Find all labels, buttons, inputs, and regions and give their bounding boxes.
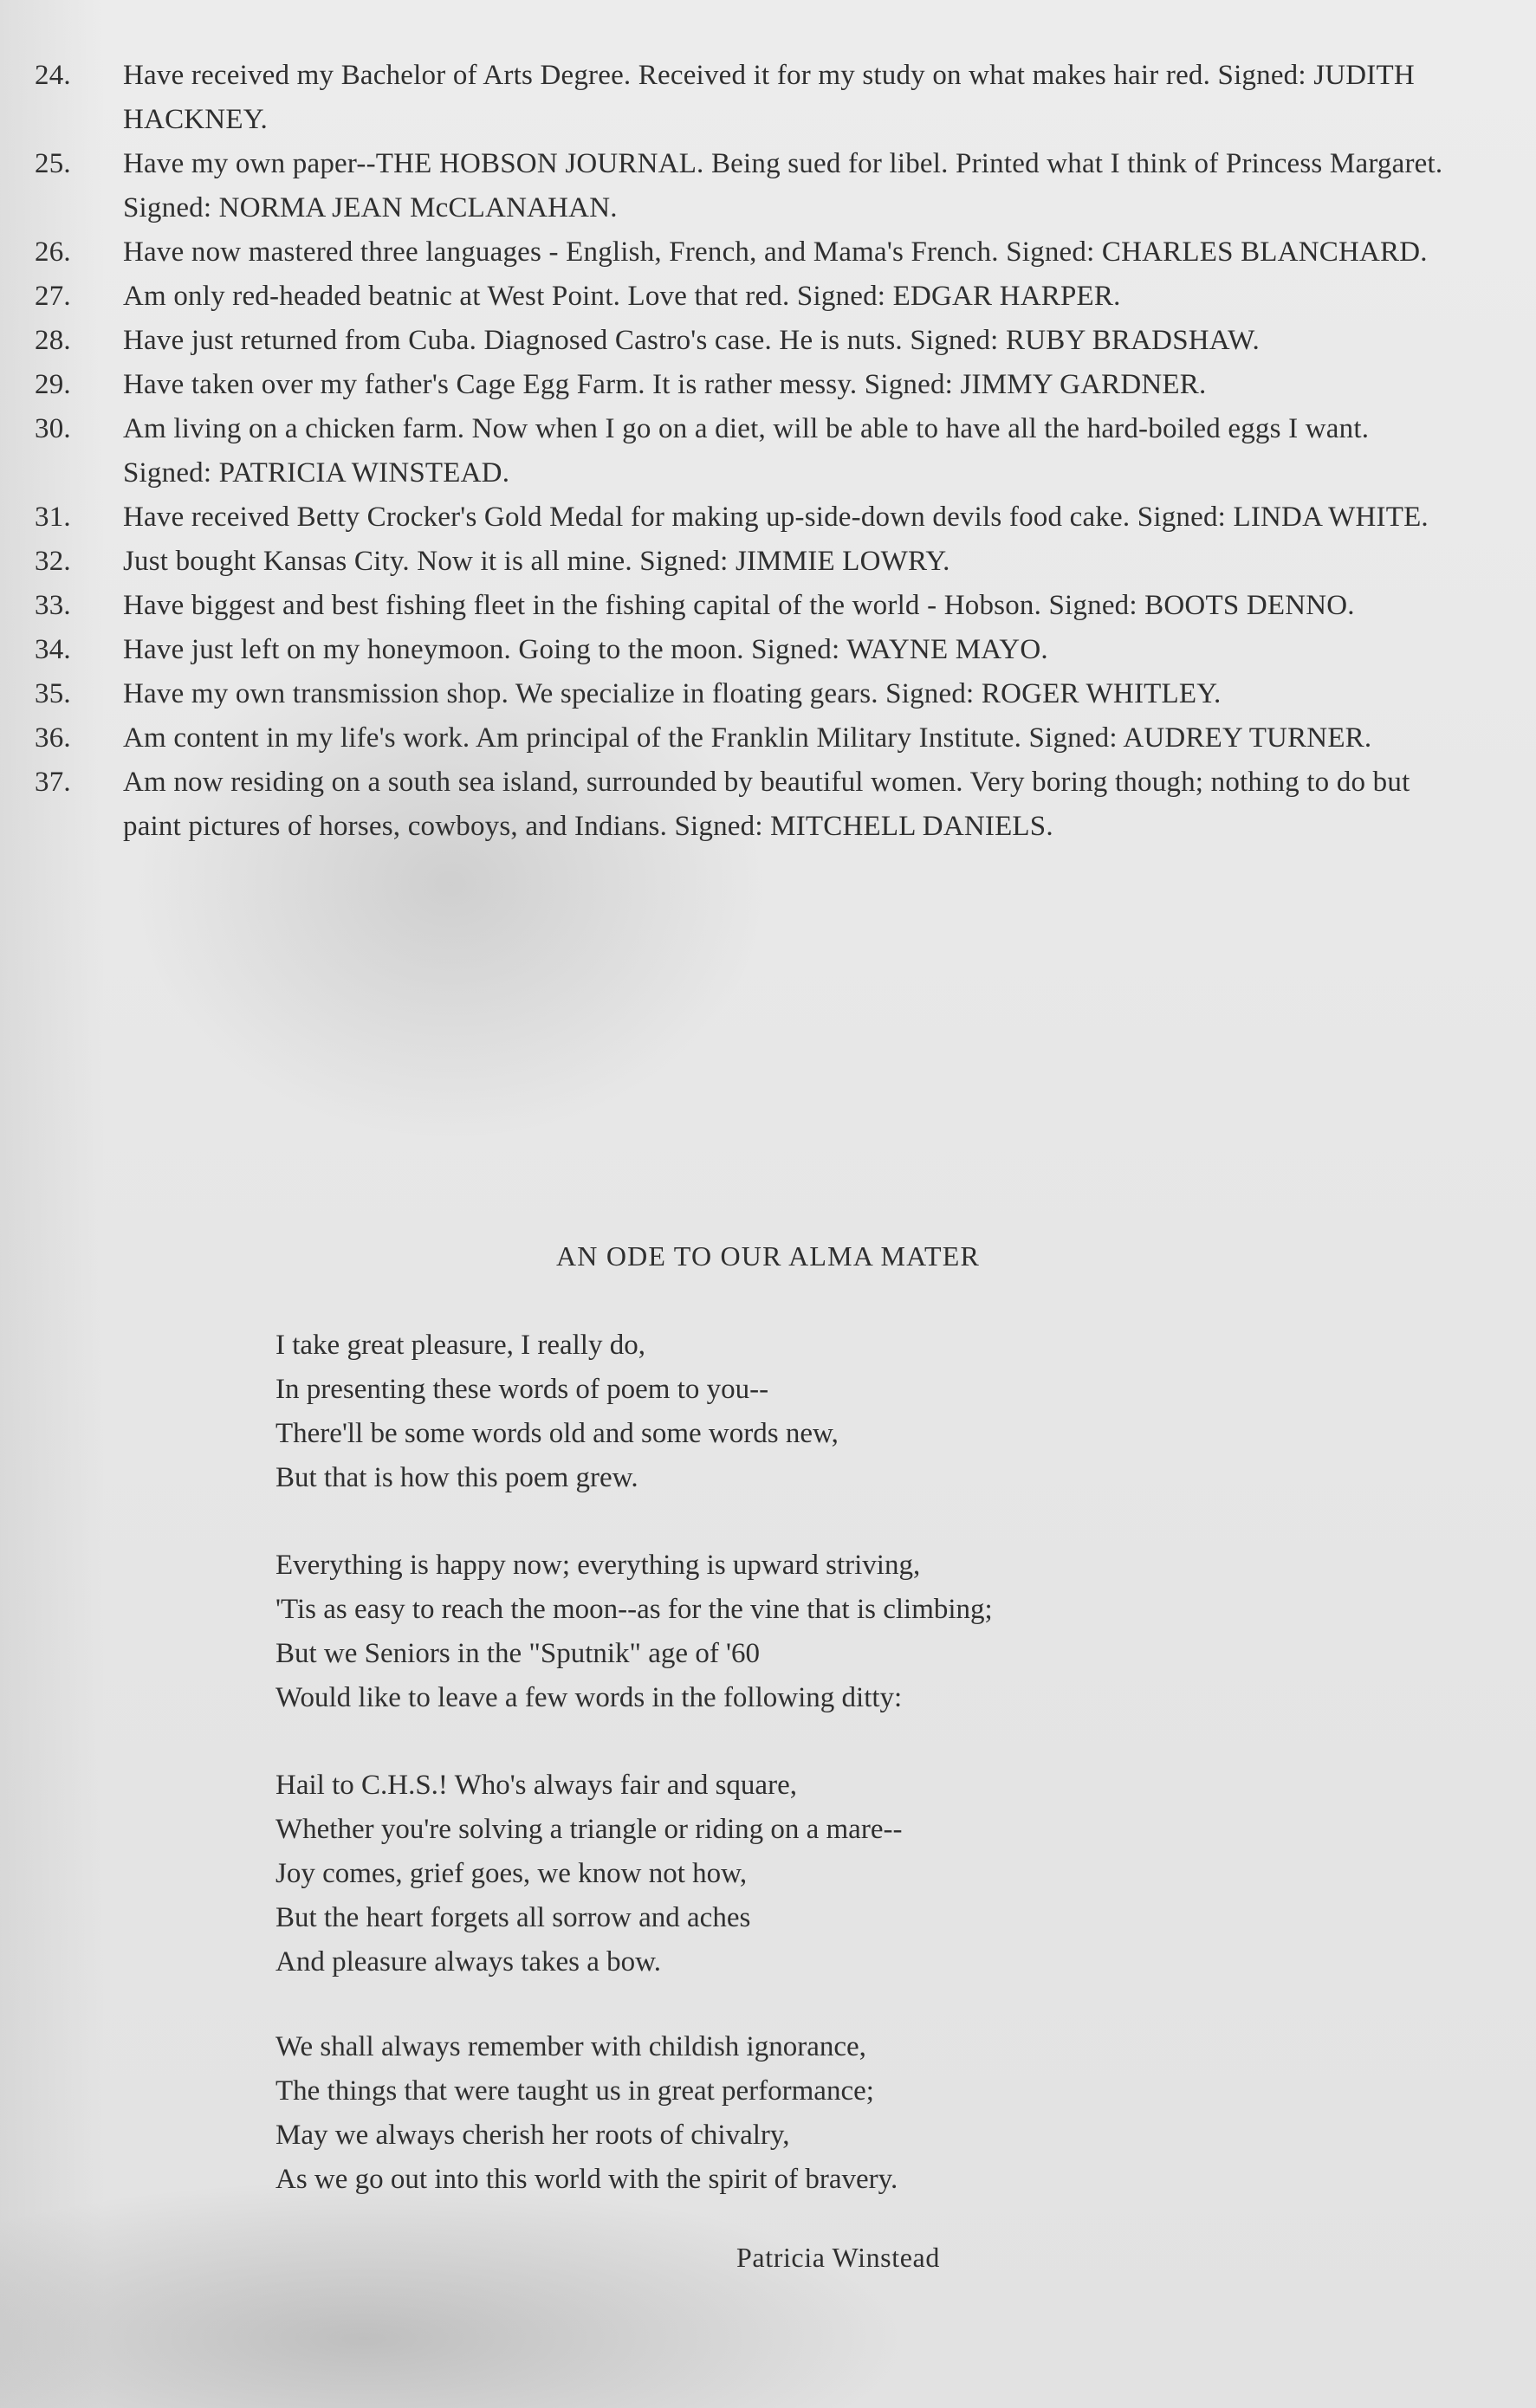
poem-line: There'll be some words old and some words new, [275, 1418, 839, 1449]
prophecy-item [35, 363, 1455, 407]
poem-line: But that is how this poem grew. [275, 1462, 638, 1493]
poem-line: But the heart forgets all sorrow and aches [275, 1902, 751, 1933]
prophecy-item [35, 584, 1455, 628]
item-text: Am only red-headed beatnic at West Point. Love that red. Signed: EDGAR HARPER. [123, 281, 1121, 312]
poem-stanza [275, 1544, 1315, 1720]
poem-line: Would like to leave a few words in the following ditty: [275, 1682, 903, 1713]
item-text: Just bought Kansas City. Now it is all mine. Signed: JIMMIE LOWRY. [123, 546, 950, 577]
poem-line: Joy comes, grief goes, we know not how, [275, 1858, 748, 1889]
item-text: Am living on a chicken farm. Now when I go on a diet, will be able to have all the hard-boiled eggs I want. Signed: PATRICIA WINSTEAD. [123, 413, 1370, 489]
item-text: Have received Betty Crocker's Gold Medal for making up-side-down devils food cake. Signed: LINDA WHITE. [123, 502, 1429, 533]
prophecy-item [35, 407, 1455, 495]
item-number: 24. [35, 60, 71, 91]
prophecy-item [35, 540, 1455, 584]
prophecy-item [35, 230, 1455, 275]
poem-line: Hail to C.H.S.! Who's always fair and square, [275, 1770, 797, 1801]
poem-stanza [275, 1764, 1315, 1984]
ode-title: AN ODE TO OUR ALMA MATER [556, 1240, 980, 1272]
poem-line: Everything is happy now; everything is upward striving, [275, 1550, 921, 1581]
item-text: Am now residing on a south sea island, surrounded by beautiful women. Very boring though; nothing to do but paint pictures of horses, cowboys, and Indians. Signed: MITCHELL DANIELS. [123, 767, 1410, 842]
poem-author: Patricia Winstead [736, 2242, 940, 2273]
prophecy-list [35, 54, 1455, 849]
item-text: Have just left on my honeymoon. Going to the moon. Signed: WAYNE MAYO. [123, 634, 1048, 665]
item-text: Have biggest and best fishing fleet in the fishing capital of the world - Hobson. Signed: BOOTS DENNO. [123, 590, 1355, 621]
item-text: Am content in my life's work. Am principal of the Franklin Military Institute. Signed: AUDREY TURNER. [123, 722, 1372, 754]
poem-line: And pleasure always takes a bow. [275, 1946, 662, 1978]
item-number: 36. [35, 722, 71, 754]
poem-line: 'Tis as easy to reach the moon--as for the vine that is climbing; [275, 1594, 993, 1625]
prophecy-item [35, 319, 1455, 363]
poem-line: The things that were taught us in great performance; [275, 2075, 874, 2107]
poem-line: As we go out into this world with the spirit of bravery. [275, 2164, 898, 2195]
poem-line: We shall always remember with childish ignorance, [275, 2031, 866, 2062]
item-number: 30. [35, 413, 71, 444]
poem-line: I take great pleasure, I really do, [275, 1330, 645, 1361]
item-number: 28. [35, 325, 71, 356]
poem-stanza [275, 2025, 1315, 2202]
item-text: Have my own paper--THE HOBSON JOURNAL. Being sued for libel. Printed what I think of Princess Margaret. Signed: NORMA JEAN McCLANAHAN. [123, 148, 1443, 223]
item-number: 31. [35, 502, 71, 533]
item-text: Have now mastered three languages - English, French, and Mama's French. Signed: CHARLES BLANCHARD. [123, 236, 1428, 268]
item-text: Have taken over my father's Cage Egg Farm. It is rather messy. Signed: JIMMY GARDNER. [123, 369, 1207, 400]
item-number: 27. [35, 281, 71, 312]
poem-line: May we always cherish her roots of chivalry, [275, 2120, 790, 2151]
item-number: 37. [35, 767, 71, 798]
poem-stanza [275, 1324, 1315, 1500]
poem-line: But we Seniors in the "Sputnik" age of '60 [275, 1638, 761, 1669]
prophecy-item [35, 275, 1455, 319]
item-number: 35. [35, 678, 71, 709]
prophecy-item [35, 142, 1455, 230]
item-text: Have received my Bachelor of Arts Degree. Received it for my study on what makes hair red. Signed: JUDITH HACKNEY. [123, 60, 1415, 135]
prophecy-item [35, 761, 1455, 849]
item-number: 33. [35, 590, 71, 621]
prophecy-item [35, 54, 1455, 142]
item-number: 25. [35, 148, 71, 179]
prophecy-item [35, 716, 1455, 761]
poem-line: In presenting these words of poem to you-- [275, 1374, 769, 1405]
item-number: 34. [35, 634, 71, 665]
prophecy-item [35, 672, 1455, 716]
item-number: 29. [35, 369, 71, 400]
prophecy-item [35, 628, 1455, 672]
item-number: 32. [35, 546, 71, 577]
item-number: 26. [35, 236, 71, 268]
item-text: Have my own transmission shop. We specialize in floating gears. Signed: ROGER WHITLEY. [123, 678, 1222, 709]
poem-line: Whether you're solving a triangle or riding on a mare-- [275, 1814, 903, 1845]
item-text: Have just returned from Cuba. Diagnosed Castro's case. He is nuts. Signed: RUBY BRADSHAW. [123, 325, 1260, 356]
prophecy-item [35, 495, 1455, 540]
